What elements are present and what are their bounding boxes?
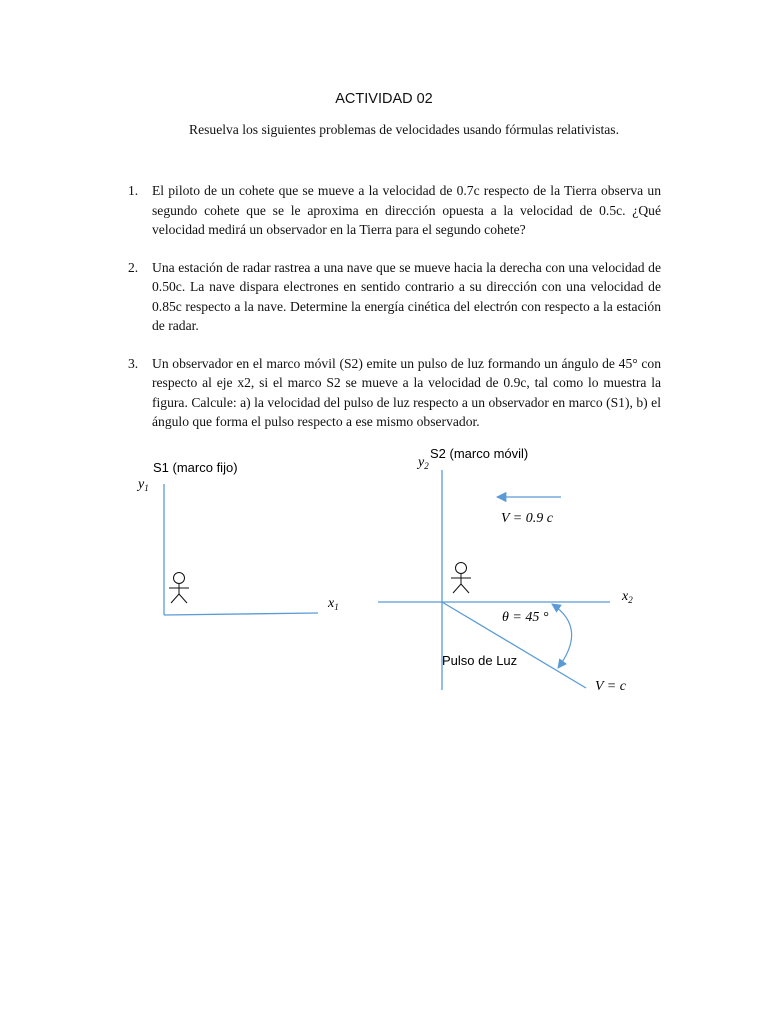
- y2-axis-label: $y_2$: [418, 455, 429, 471]
- problem-text: Un observador en el marco móvil (S2) emite un pulso de luz formando un ángulo de 45° con respecto al eje x2, si el marco S2 se mueve a la velocidad de 0.9c, tal como lo muestra la figura. Calcule: a) la velocidad del pulso de luz respecto a un observador en marco (S1), b) el ángulo que forma el pulso respecto a ese mismo observador.: [152, 355, 661, 429]
- problem-number: 3.: [128, 355, 139, 371]
- page-title: ACTIVIDAD 02: [335, 91, 433, 107]
- observer-s2-icon: [451, 563, 471, 594]
- s2-frame-label: S2 (marco móvil): [430, 446, 529, 461]
- angle-label: θ = 45 °: [502, 610, 549, 625]
- x1-axis: [164, 613, 318, 615]
- observer-s1-icon: [169, 573, 189, 604]
- x1-axis-label: $x_1$: [328, 596, 339, 612]
- x2-axis-label: $x_2$: [622, 589, 633, 605]
- pulse-velocity-label: V = c: [595, 679, 626, 694]
- page-subtitle: Resuelva los siguientes problemas de velocidades usando fórmulas relativistas.: [189, 122, 619, 137]
- angle-arc: [552, 604, 572, 668]
- s1-frame-label: S1 (marco fijo): [153, 460, 238, 475]
- problem-item: [128, 258, 661, 336]
- problem-text: El piloto de un cohete que se mueve a la velocidad de 0.7c respecto de la Tierra observa un segundo cohete que se le aproxima en dirección opuesta a la velocidad de 0.5c. ¿Qué velocidad medirá un observador en la Tierra para el segundo cohete?: [152, 183, 661, 237]
- problem-number: 2.: [128, 259, 139, 275]
- problem-item: [128, 181, 661, 240]
- frame-velocity-label: V = 0.9 c: [501, 511, 553, 526]
- problem-item: [128, 354, 661, 432]
- problem-number: 1.: [128, 183, 139, 198]
- light-pulse-label: Pulso de Luz: [442, 653, 518, 668]
- problem-text: Una estación de radar rastrea a una nave que se mueve hacia la derecha con una velocidad de 0.50c. La nave dispara electrones en sentido contrario a su dirección con una velocidad de 0.85c respecto a la nave. Determine la energía cinética del electrón con respecto a la estación de radar.: [152, 259, 661, 333]
- reference-frames-figure: [0, 440, 768, 710]
- problem-list: [128, 181, 661, 450]
- y1-axis-label: $y_1$: [138, 477, 149, 493]
